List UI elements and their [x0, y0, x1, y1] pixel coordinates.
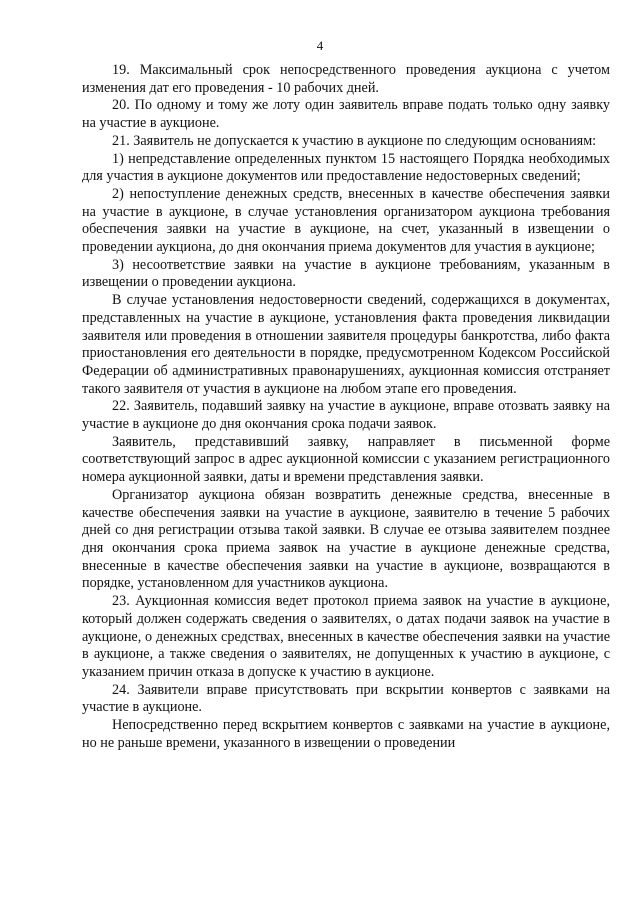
- paragraph-22: 22. Заявитель, подавший заявку на участие в аукционе, вправе отозвать заявку на участие в аукционе до дня окончания срока подачи заявок.: [82, 398, 610, 433]
- paragraph-21-item-1: 1) непредставление определенных пунктом 15 настоящего Порядка необходимых для участия в аукционе документов или предоставление недостоверных сведений;: [82, 150, 610, 185]
- paragraph-21-item-2: 2) непоступление денежных средств, внесенных в качестве обеспечения заявки на участие в аукционе, в случае установления организатором аукциона требования обеспечения заявки на участие в аукционе, на счет, указанный в извещении о проведении аукциона, до дня окончания приема документов для участия в аукционе;: [82, 185, 610, 256]
- paragraph-22-refund: Организатор аукциона обязан возвратить денежные средства, внесенные в качестве обеспечения заявки на участие в аукционе, заявителю в течение 5 рабочих дней со дня регистрации отзыва такой заявки. В случае ее отзыва заявителем позднее дня окончания срока приема заявок на участие в аукционе денежные средства, внесенные в качестве обеспечения заявки на участие в аукционе, возвращаются в порядке, установленном для участников аукциона.: [82, 486, 610, 592]
- paragraph-24-opening: Непосредственно перед вскрытием конвертов с заявками на участие в аукционе, но не раньше времени, указанного в извещении о проведении: [82, 717, 610, 751]
- paragraph-19: 19. Максимальный срок непосредственного проведения аукциона с учетом изменения дат его проведения - 10 рабочих дней.: [82, 62, 610, 96]
- paragraph-23: 23. Аукционная комиссия ведет протокол приема заявок на участие в аукционе, который должен содержать сведения о заявителях, о датах подачи заявок на участие в аукционе, о денежных средствах, внесенных в качестве обеспечения заявки на участие в аукционе, а также сведения о заявителях, не допущенных к участию в аукционе, с указанием причин отказа в допуске к участию в аукционе.: [82, 593, 610, 680]
- paragraph-22-request: Заявитель, представивший заявку, направляет в письменной форме соответствующий запрос в адрес аукционной комиссии с указанием регистрационного номера аукционной заявки, даты и времени представления заявки.: [82, 433, 610, 486]
- paragraph-21-item-3: 3) несоответствие заявки на участие в аукционе требованиям, указанным в извещении о проведении аукциона.: [82, 256, 610, 291]
- page-number: 4: [316, 38, 324, 53]
- paragraph-21: 21. Заявитель не допускается к участию в аукционе по следующим основаниям:: [112, 132, 597, 149]
- paragraph-24: 24. Заявители вправе присутствовать при вскрытии конвертов с заявками на участие в аукционе.: [82, 681, 610, 716]
- paragraph-21-disqualification: В случае установления недостоверности сведений, содержащихся в документах, представленных на участие в аукционе, установления факта проведения ликвидации заявителя или проведения в отношении заявителя процедуры банкротства, либо факта приостановления его деятельности в порядке, предусмотренном Кодексом Российской Федерации об административных правонарушениях, аукционная комиссия отстраняет такого заявителя от участия в аукционе на любом этапе его проведения.: [82, 292, 610, 397]
- document-body: [82, 62, 610, 752]
- paragraph-20: 20. По одному и тому же лоту один заявитель вправе подать только одну заявку на участие в аукционе.: [82, 97, 610, 132]
